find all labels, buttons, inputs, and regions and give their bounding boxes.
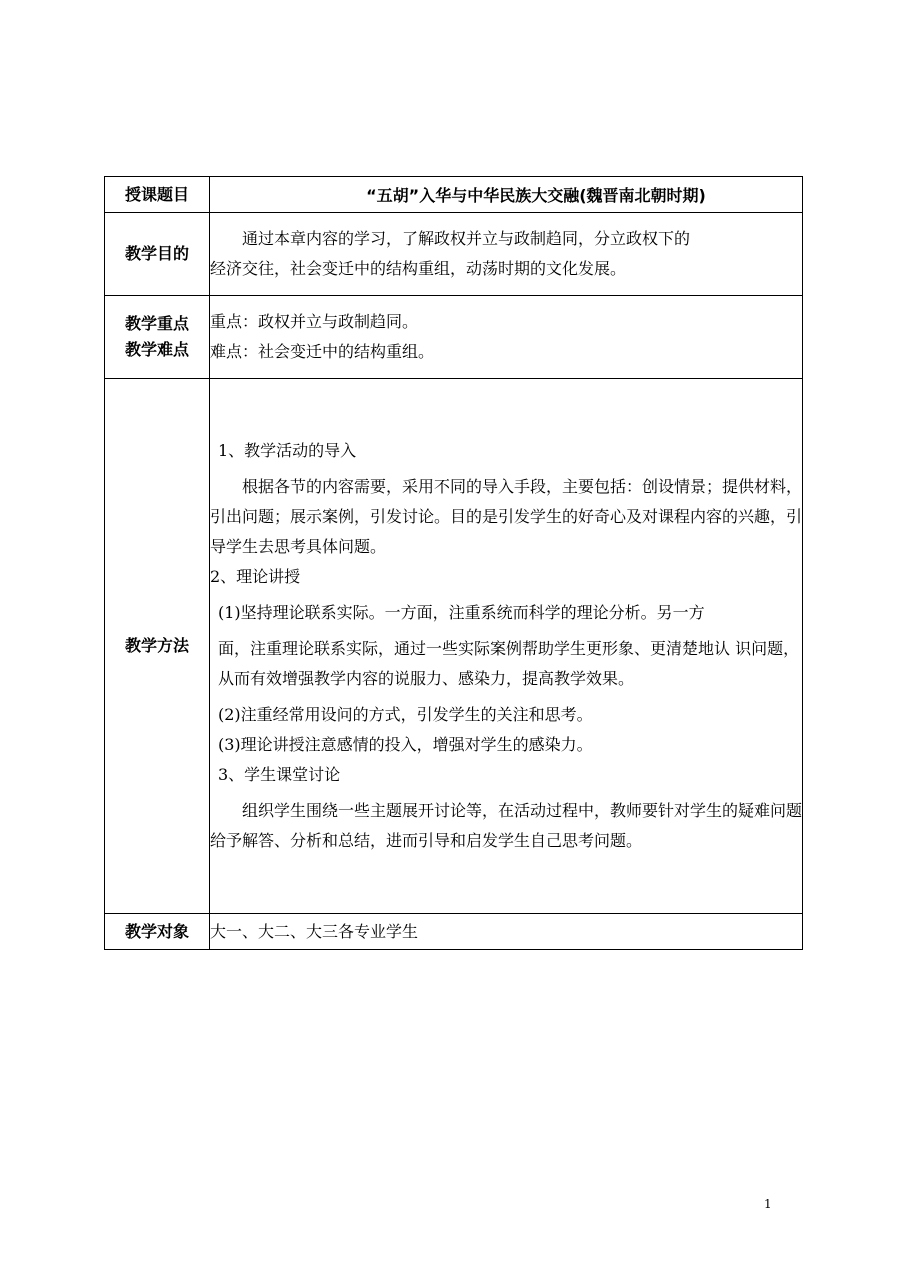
method-section-2-heading: 2、理论讲授 xyxy=(210,567,301,586)
row-teaching-method xyxy=(105,379,803,914)
course-title-label-text: 授课题目 xyxy=(124,184,189,204)
method-section-1-heading: 1、教学活动的导入 xyxy=(218,441,357,460)
row-key-points xyxy=(105,296,803,379)
method-section-2-item-1-line-1: (1)坚持理论联系实际。一方面，注重系统而科学的理论分析。另一方 xyxy=(218,603,705,622)
focus-point: 重点：政权并立与政制趋同。 xyxy=(210,312,419,331)
purpose-line-2: 经济交往，社会变迁中的结构重组，动荡时期的文化发展。 xyxy=(210,259,627,278)
teaching-method-content xyxy=(210,379,803,914)
teaching-target-value: 大一、大二、大三各专业学生 xyxy=(210,914,803,950)
teaching-target-label xyxy=(105,914,210,950)
method-section-2-item-1-rest: 面，注重理论联系实际，通过一些实际案例帮助学生更形象、更清楚地认 识问题，从而有效增强教学内容的说服力、感染力，提高教学效果。 xyxy=(218,639,800,688)
method-section-3-heading: 3、学生课堂讨论 xyxy=(218,765,341,784)
key-points-label-line-1: 教学重点 xyxy=(124,314,189,333)
teaching-target-label-text: 教学对象 xyxy=(124,921,189,941)
course-title-value: “五胡”入华与中华民族大交融(魏晋南北朝时期) xyxy=(210,177,803,213)
page-number: 1 xyxy=(764,1197,772,1211)
lesson-plan-table xyxy=(104,176,803,950)
row-course-title xyxy=(105,177,803,213)
key-points-label-line-2: 教学难点 xyxy=(124,340,189,359)
purpose-line-1: 通过本章内容的学习，了解政权并立与政制趋同，分立政权下的 xyxy=(242,229,691,248)
key-points-label xyxy=(105,296,210,379)
row-teaching-target xyxy=(105,914,803,950)
key-points-content xyxy=(210,296,803,379)
teaching-method-label xyxy=(105,379,210,914)
row-teaching-purpose xyxy=(105,213,803,296)
difficulty-point: 难点：社会变迁中的结构重组。 xyxy=(210,342,435,361)
method-section-2-item-2: (2)注重经常用设问的方式，引发学生的关注和思考。 xyxy=(218,705,593,724)
teaching-method-label-text: 教学方法 xyxy=(124,636,189,655)
teaching-purpose-label xyxy=(105,213,210,296)
method-section-1-body: 根据各节的内容需要，采用不同的导入手段，主要包括：创设情景；提供材料，引出问题；展示案例，引发讨论。目的是引发学生的好奇心及对课程内容的兴趣，引导学生去思考具体问题。 xyxy=(210,477,803,556)
course-title-label xyxy=(105,177,210,213)
method-section-3-body: 组织学生围绕一些主题展开讨论等，在活动过程中，教师要针对学生的疑难问题给予解答、分析和总结，进而引导和启发学生自己思考问题。 xyxy=(210,801,803,850)
teaching-purpose-label-text: 教学目的 xyxy=(124,244,189,263)
method-section-2-item-3: (3)理论讲授注意感情的投入，增强对学生的感染力。 xyxy=(218,735,593,754)
teaching-purpose-content xyxy=(210,213,803,296)
